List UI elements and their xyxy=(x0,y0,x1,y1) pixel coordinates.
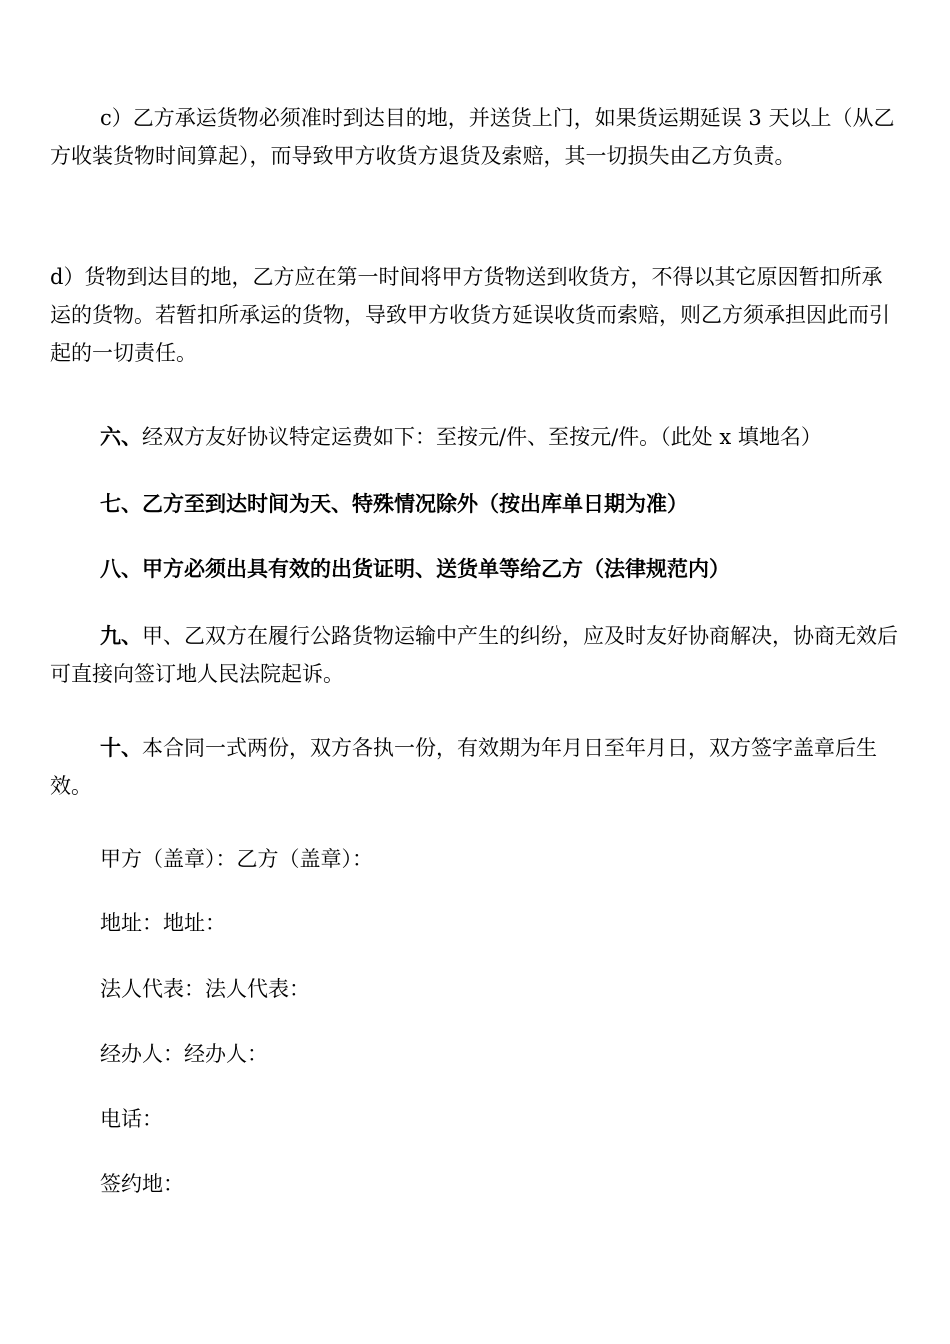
signature-legal-rep: 法人代表：法人代表： xyxy=(100,977,310,1001)
clause-nine xyxy=(50,617,898,693)
signature-phone: 电话： xyxy=(100,1107,163,1131)
clause-six xyxy=(50,418,898,456)
clause-d xyxy=(50,258,898,372)
clause-ten-number: 十、 xyxy=(100,735,142,760)
signature-place: 签约地： xyxy=(100,1172,184,1196)
clause-nine-text: 甲、乙双方在履行公路货物运输中产生的纠纷，应及时友好协商解决，协商无效后可直接向签订地人民法院起诉。 xyxy=(50,624,898,686)
clause-six-text: 经双方友好协议特定运费如下：至按元/件、至按元/件。（此处 x 填地名） xyxy=(142,425,822,449)
signature-address: 地址：地址： xyxy=(100,911,226,935)
clause-c xyxy=(50,99,898,175)
signature-handler: 经办人：经办人： xyxy=(100,1042,268,1066)
clause-eight-text: 八、甲方必须出具有效的出货证明、送货单等给乙方（法律规范内） xyxy=(100,556,730,581)
clause-seven-text: 七、乙方至到达时间为天、特殊情况除外（按出库单日期为准） xyxy=(100,491,688,516)
clause-nine-number: 九、 xyxy=(100,623,142,648)
clause-d-text: d）货物到达目的地，乙方应在第一时间将甲方货物送到收货方，不得以其它原因暂扣所承运的货物。若暂扣所承运的货物，导致甲方收货方延误收货而索赔，则乙方须承担因此而引起的一切责任。 xyxy=(50,265,890,365)
clause-ten-text: 本合同一式两份，双方各执一份，有效期为年月日至年月日，双方签字盖章后生效。 xyxy=(50,736,877,798)
clause-six-number: 六、 xyxy=(100,424,142,449)
clause-c-text: c）乙方承运货物必须准时到达目的地，并送货上门，如果货运期延误 3 天以上（从乙方收装货物时间算起），而导致甲方收货方退货及索赔，其一切损失由乙方负责。 xyxy=(50,106,895,168)
clause-seven xyxy=(50,485,898,523)
clause-ten xyxy=(50,729,898,805)
clause-eight xyxy=(50,550,898,588)
signature-parties: 甲方（盖章）：乙方（盖章）： xyxy=(100,847,373,871)
